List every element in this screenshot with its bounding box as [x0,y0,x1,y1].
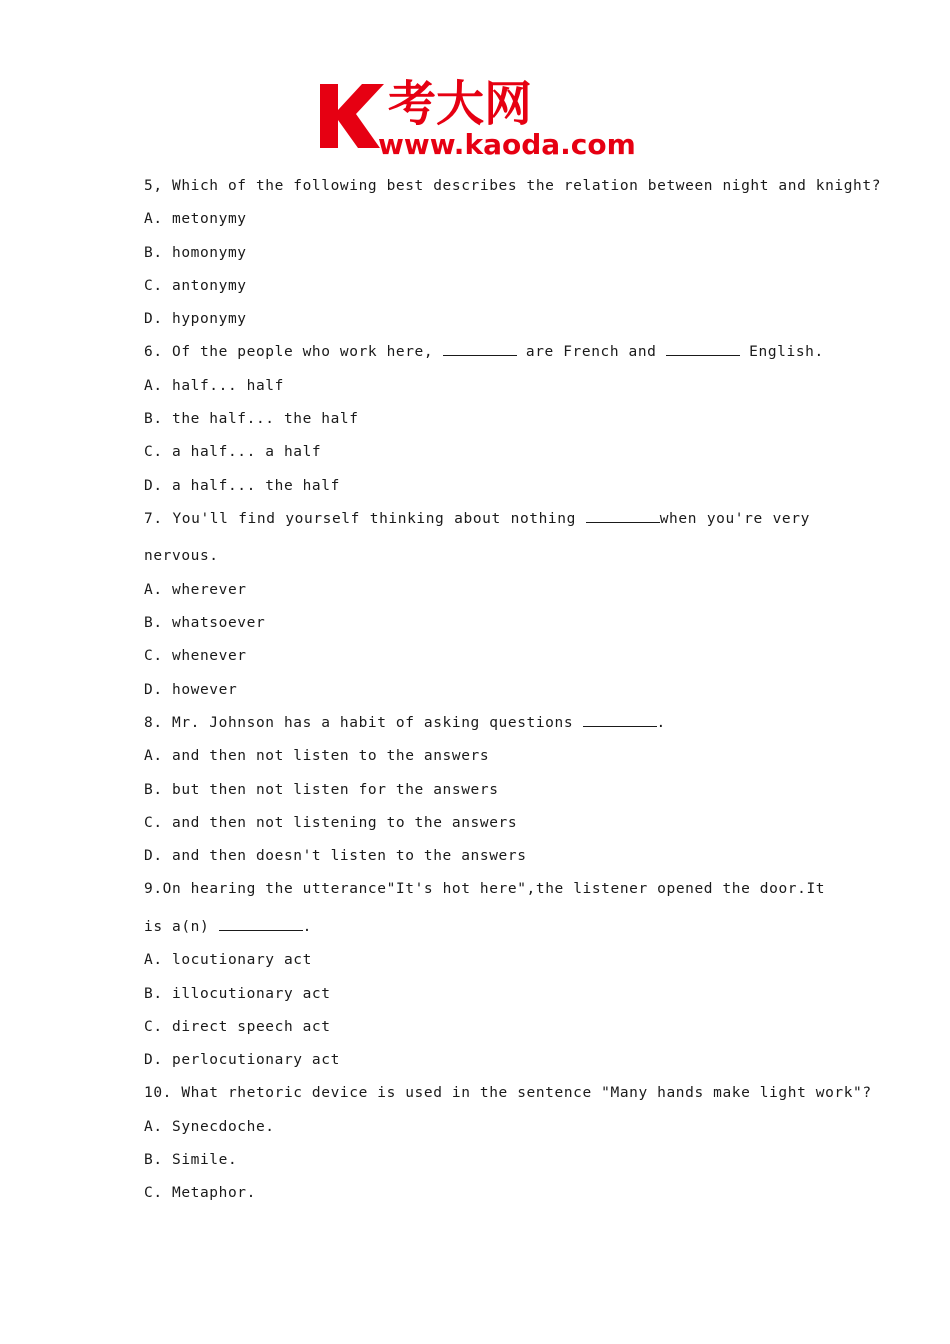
question-6-option-c: C. a half... a half [144,444,322,461]
question-8-option-c: C. and then not listening to the answers [144,814,518,831]
kaoda-logo [318,72,648,162]
answer-blank [586,508,660,523]
logo-chinese-text: 考大网 [388,76,533,132]
question-7-word: You'll [172,510,229,527]
question-5-option-d: D. hyponymy [144,311,247,328]
question-5-stem: 5, Which of the following best describes the relation between night and knight? [144,178,882,194]
question-7-word: when [659,510,698,527]
question-5-option-c: C. antonymy [144,277,247,294]
answer-blank [219,916,303,931]
question-10-stem: 10. What rhetoric device is used in the sentence "Many hands make light work"? [144,1085,872,1102]
question-7-word: you're [706,510,763,527]
question-9-segment: "It's hot here", [386,881,536,898]
question-9-segment: It [806,881,826,898]
answer-blank [583,712,657,727]
question-6-option-a: A. half... half [144,377,284,394]
question-7-word: thinking [369,510,445,527]
question-7-word: about [454,510,501,527]
answer-blank [443,341,517,356]
question-7-option-c: C. whenever [144,648,247,665]
question-9-option-b: B. illocutionary act [144,985,331,1002]
question-9-option-d: D. perlocutionary act [144,1052,340,1069]
question-7-word: yourself [285,510,360,527]
question-7-option-a: A. wherever [144,581,247,598]
exam-content [144,173,882,1214]
question-7-word: 7. [144,510,163,527]
answer-blank [666,341,740,356]
question-5-option-a: A. metonymy [144,211,247,228]
question-6-stem-part-3: English. [739,344,824,361]
question-9-option-a: A. locutionary act [144,952,312,969]
question-7-word: very [772,510,810,527]
question-9-stem [144,876,826,914]
logo-url-text: www.kaoda.com [378,128,636,161]
question-6-option-d: D. a half... the half [144,477,340,494]
question-10-option-c: C. Metaphor. [144,1185,256,1202]
question-9-stem-continued [144,914,810,947]
question-9-cont-part-2: . [302,918,312,935]
question-10-option-a: A. Synecdoche. [144,1118,275,1135]
question-9-segment: On hearing the utterance [162,881,387,898]
question-5-option-b: B. homonymy [144,244,247,261]
question-8-option-a: A. and then not listen to the answers [144,748,490,765]
question-8-stem [144,710,810,743]
question-7-blank-group [586,506,697,544]
question-7-word: find [238,510,276,527]
question-9-cont-part-1: is a(n) [144,918,219,935]
k-mark-icon [320,84,384,148]
question-7-word: nothing [510,510,576,527]
question-6-stem [144,339,824,372]
question-7-stem [144,506,810,544]
question-8-stem-part-2: . [656,714,666,731]
question-6-stem-part-1: 6. Of the people who work here, [144,344,443,361]
question-8-stem-part-1: 8. Mr. Johnson has a habit of asking questions [144,714,583,731]
question-9-option-c: C. direct speech act [144,1018,331,1035]
question-8-option-b: B. but then not listen for the answers [144,781,499,798]
question-10-option-b: B. Simile. [144,1152,238,1169]
question-7-option-b: B. whatsoever [144,615,266,632]
question-6-option-b: B. the half... the half [144,411,359,428]
question-7-option-d: D. however [144,681,238,698]
question-6-stem-part-2: are French and [516,344,666,361]
kaoda-logo-graphic [318,72,648,162]
question-9-segment: 9. [144,881,163,898]
question-8-option-d: D. and then doesn't listen to the answers [144,848,527,865]
question-9-segment: the listener opened the door. [535,881,807,898]
question-7-stem-continued: nervous. [144,548,219,565]
